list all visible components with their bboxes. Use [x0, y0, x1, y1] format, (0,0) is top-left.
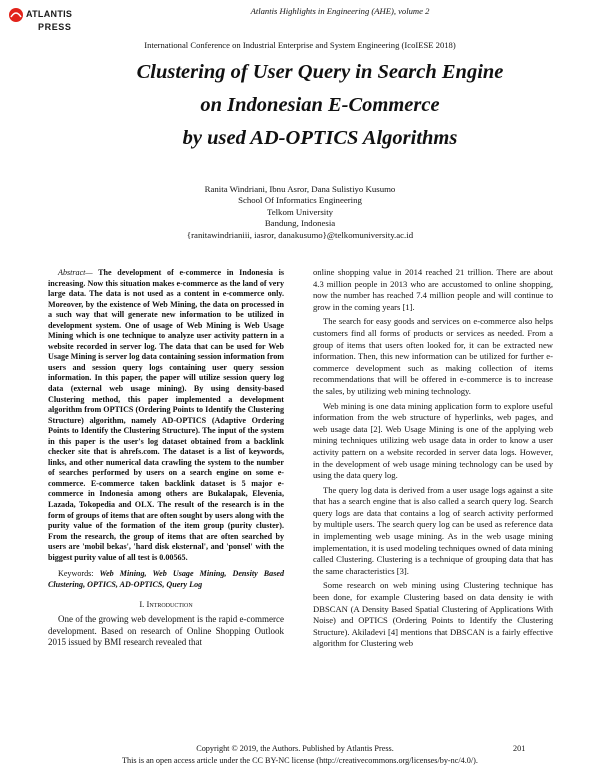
section-heading — [48, 599, 284, 610]
author-emails: {ranitawindrianiii, iasror, danakusumo}@telkomuniversity.ac.id — [186, 229, 414, 240]
keywords-label: Keywords: — [58, 569, 94, 579]
footer-license: This is an open access article under the CC BY-NC license (http://creativecommons.org/licenses/by-nc/4.0/). — [122, 756, 478, 765]
author-names: Ranita Windriani, Ibnu Asror, Dana Sulistiyo Kusumo — [204, 184, 396, 194]
author-school: School Of Informatics Engineering — [238, 195, 362, 206]
footer-copyright: Copyright © 2019, the Authors. Published by Atlantis Press. — [196, 744, 394, 753]
right-paragraph-4: The query log data is derived from a user usage logs against a site that has a search engine that is also called a search query log. Search query logs are data that contains a log of search activity performed by multiple users. The search query log can be used as reference data in implementing web usage mining. As in the web usage mining implementation, it is used modeling techniques owned of data mining called Clustering. Clustering is a technique of grouping data that has the same characteristics [3]. — [313, 484, 553, 576]
title-line-3: by used AD-OPTICS Algorithms — [182, 127, 458, 149]
right-paragraph-1: online shopping value in 2014 reached 21 trillion. There are about 4.3 million people in 2013 who are accustomed to online shopping, now the number has reached 7.4 million people and will continue to grow in the coming years [1]. — [313, 267, 553, 312]
left-column — [48, 268, 284, 649]
author-block — [0, 184, 600, 241]
right-column — [313, 267, 553, 653]
right-paragraph-3: Web mining is one data mining application form to explore useful information from the web structure of hyperlinks, web pages, and web usage data [2]. Web Usage Mining is one of the applying web mining techniques utilizing web usage data in order to know a user activity pattern on a website recorded in server data logs. However, in the development of web usage mining technology can be used by using the data query log. — [313, 400, 553, 481]
page-number: 201 — [513, 744, 526, 753]
section-title: Introduction — [146, 599, 193, 610]
logo-line1: ATLANTIS — [26, 9, 73, 19]
logo-line2: PRESS — [38, 22, 72, 32]
title-line-2: on Indonesian E-Commerce — [200, 94, 440, 116]
section-number: I. — [139, 599, 145, 610]
author-university: Telkom University — [266, 206, 334, 217]
keywords — [48, 569, 284, 590]
series-title: Atlantis Highlights in Engineering (AHE), volume 2 — [250, 6, 430, 16]
right-paragraph-2: The search for easy goods and services on e-commerce also helps customers find all forms of products or services as needed. From a group of items that users often looked for, it can be extracted new information. Then, this new information can be utilized for further e-commerce development such as making collection of items recommendations that will be offered in e-commerce is to increase the sales, by utilizing web mining technology. — [313, 316, 553, 396]
conference-title: International Conference on Industrial Enterprise and System Engineering (IcoIESE 2018) — [144, 40, 456, 50]
left-body-paragraph: One of the growing web development is the rapid e-commerce development. Based on research of Online Shopping Outlook 2015 issued by BMI research revealed that — [48, 613, 284, 648]
abstract — [48, 268, 284, 563]
author-city: Bandung, Indonesia — [264, 218, 336, 229]
atlantis-logo-icon — [8, 7, 24, 23]
right-paragraph-5: Some research on web mining using Clustering technique has been done, for example Clustering based on data density ie with DBSCAN (A Density Based Spatial Clustering of Applications With Noise) and OPTICS (Ordering Points to Identify the Clustering Structure). Akiladevi [4] mentions that DBSCAN is a fairly effective algorithm for Clustering web — [313, 580, 553, 649]
paper-title — [40, 56, 600, 155]
title-line-1: Clustering of User Query in Search Engine — [136, 61, 504, 83]
keywords-text: Web Mining, Web Usage Mining, Density Based Clustering, OPTICS, AD-OPTICS, Query Log — [48, 569, 284, 589]
abstract-lead: Abstract— — [58, 268, 93, 277]
abstract-text: The development of e-commerce in Indonesia is increasing. Now this situation makes e-commerce as the land of very large data. The data is not used as a content in e-commerce only. Moreover, by the existence of Web Mining, the data on processed in a such way that will generate new information to be utilized in development system. One of usage of Web Mining is Web Usage Mining which is one technique to analyze user activity pattern in a website recorded in server log. The data that can be used for Web Usage Mining is server log data containing session information from users and session query logs containing user query session information. In this paper, the paper will utilize session query log data (external web usage mining). By using density-based Clustering method, this paper implemented a development algorithm from OPTICS (Ordering Points to Identify the Clustering Structure) algorithm, namely AD-OPTICS (Adaptive Ordering Points to Identify the Clustering Structure). The input of the system in this paper is the user's log dataset obtained from a backlink checker site that is ahrefs.com. The dataset is a list of keywords, links, and other numerical data crawling the system to the number of searches performed by users on a search engine on some e-commerce. E-commerce taken backlink dataset is 5 major e-commerce in Indonesia among others are Bukalapak, Elevenia, Lazada, Tokopedia and OLX. The result of the research is in the form of groups of items that are often sought by users along with the purity value of the formation of the item group (purity cluster). From the research, the group of items that are often searched by users are 'mobil bekas', 'hard disk eksternal', and 'ponsel' with the biggest purity value of all test is 0.00565. — [48, 268, 284, 562]
